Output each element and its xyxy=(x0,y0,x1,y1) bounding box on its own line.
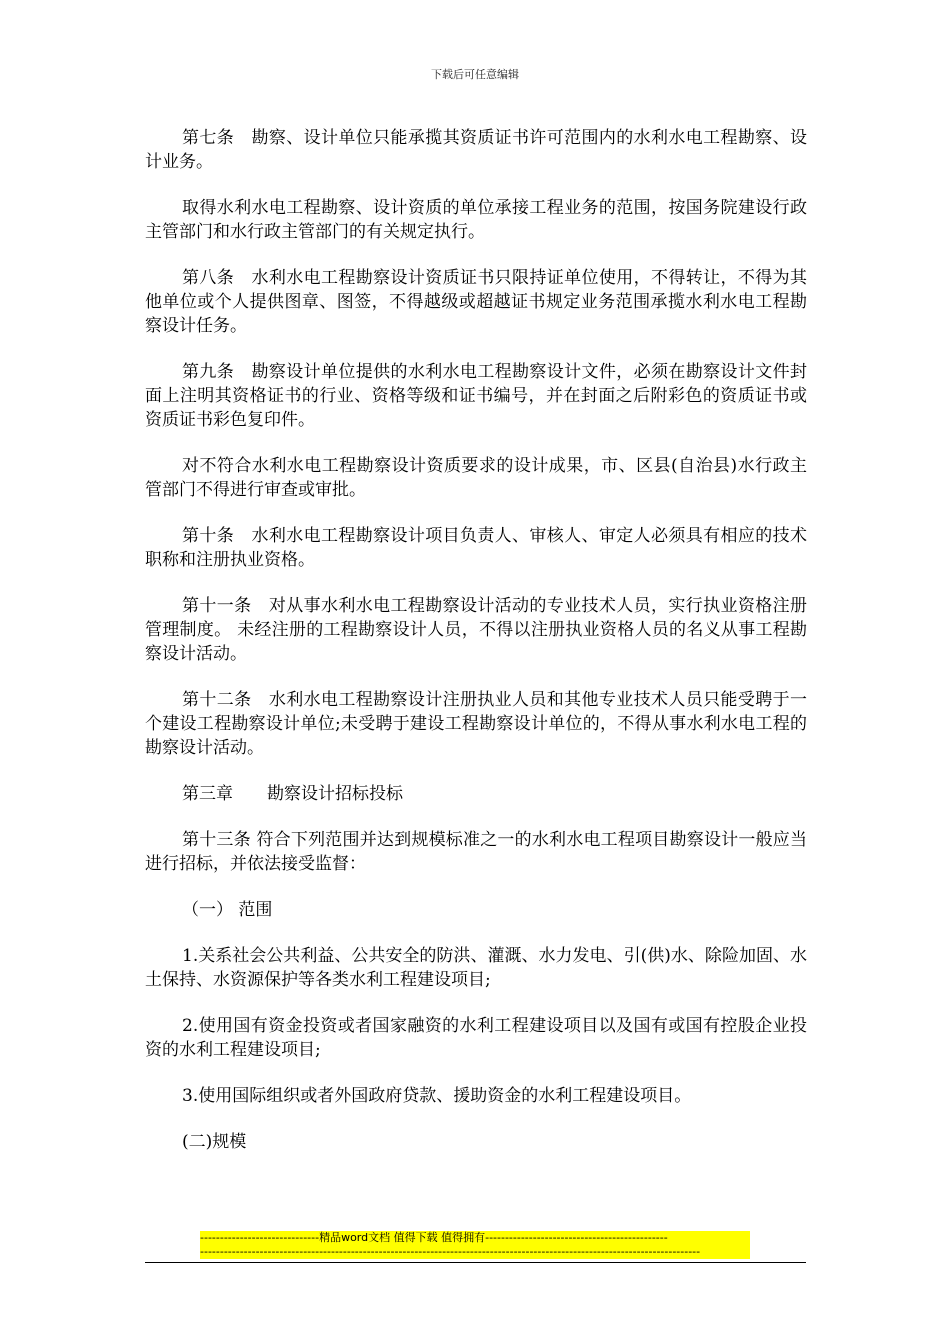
paragraph-article-10: 第十条 水利水电工程勘察设计项目负责人、审核人、审定人必须具有相应的技术职称和注册执业资格。 xyxy=(145,526,807,570)
paragraph-nonconforming: 对不符合水利水电工程勘察设计资质要求的设计成果，市、区县(自治县)水行政主管部门不得进行审查或审批。 xyxy=(145,456,807,500)
paragraph-article-12: 第十二条 水利水电工程勘察设计注册执业人员和其他专业技术人员只能受聘于一个建设工程勘察设计单位;未受聘于建设工程勘察设计单位的，不得从事水利水电工程的勘察设计活动。 xyxy=(145,690,807,758)
list-item-2: 2.使用国有资金投资或者国家融资的水利工程建设项目以及国有或国有控股企业投资的水利工程建设项目; xyxy=(145,1016,807,1060)
list-item-3: 3.使用国际组织或者外国政府贷款、援助资金的水利工程建设项目。 xyxy=(182,1086,692,1106)
paragraph-article-8: 第八条 水利水电工程勘察设计资质证书只限持证单位使用，不得转让，不得为其他单位或个人提供图章、图签，不得越级或超越证书规定业务范围承揽水利水电工程勘察设计任务。 xyxy=(145,268,807,336)
paragraph-business-scope: 取得水利水电工程勘察、设计资质的单位承接工程业务的范围，按国务院建设行政主管部门和水行政主管部门的有关规定执行。 xyxy=(145,198,807,242)
section-scale-heading: (二)规模 xyxy=(182,1132,247,1152)
document-body xyxy=(145,126,807,1176)
page-header: 下载后可任意编辑 xyxy=(431,68,519,81)
paragraph-article-11: 第十一条 对从事水利水电工程勘察设计活动的专业技术人员，实行执业资格注册管理制度。 未经注册的工程勘察设计人员，不得以注册执业资格人员的名义从事工程勘察设计活动。 xyxy=(145,596,807,664)
footer-line-2: ------------------------------------------------------------------------------------------------------------------------------ xyxy=(200,1245,701,1258)
paragraph-article-7: 第七条 勘察、设计单位只能承揽其资质证书许可范围内的水利水电工程勘察、设计业务。 xyxy=(145,128,807,172)
chapter-3-heading: 第三章 勘察设计招标投标 xyxy=(182,784,403,804)
footer-line-1: ------------------------------精品word文档 值得下载 值得拥有---------------------------------------------- xyxy=(200,1231,668,1244)
paragraph-article-9: 第九条 勘察设计单位提供的水利水电工程勘察设计文件，必须在勘察设计文件封面上注明其资格证书的行业、资格等级和证书编号，并在封面之后附彩色的资质证书或资质证书彩色复印件。 xyxy=(145,362,807,430)
section-scope-heading: （一） 范围 xyxy=(182,900,273,920)
list-item-1: 1.关系社会公共利益、公共安全的防洪、灌溉、水力发电、引(供)水、除险加固、水土保持、水资源保护等各类水利工程建设项目; xyxy=(145,946,807,990)
paragraph-article-13: 第十三条 符合下列范围并达到规模标准之一的水利水电工程项目勘察设计一般应当进行招标，并依法接受监督： xyxy=(145,830,807,874)
footer-banner xyxy=(200,1231,750,1259)
footer-rule xyxy=(145,1262,806,1263)
